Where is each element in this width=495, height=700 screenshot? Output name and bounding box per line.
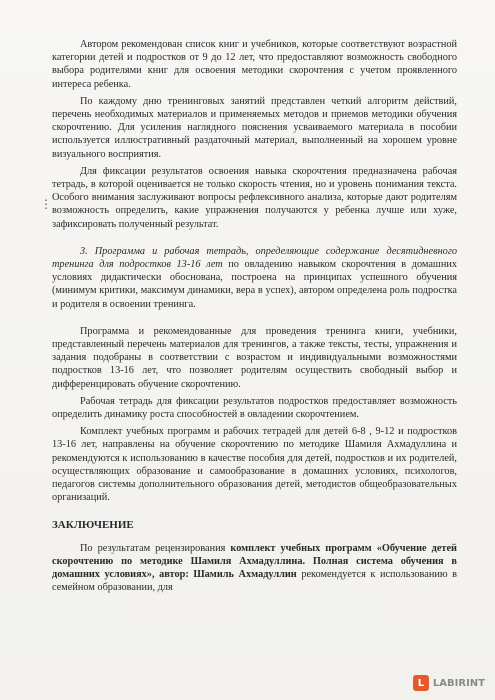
program-teens-title: 3. Программа и рабочая тетрадь, определяющие содержание десятидневного тренинга для подростков 13-16 лет <box>52 245 457 271</box>
paragraph-workbook: Для фиксации результатов освоения навыка скорочтения предназначена рабочая тетрадь, в которой оценивается не только скорость чтения, но и уровень понимания текста. Особого внимания заслуживают вопросы рефлексивного анализа, которые дают родителям возможность определить, какие упражнения получаются у ребенка лучше или хуже, зафиксировать полученный результат. <box>52 165 457 230</box>
watermark-text: LABIRINT <box>432 677 485 689</box>
conclusion-heading: ЗАКЛЮЧЕНИЕ <box>52 518 134 531</box>
paragraph-conclusion <box>52 542 457 595</box>
margin-mark: ⋮ <box>40 197 52 211</box>
document-body <box>52 38 457 599</box>
conclusion-end: рекомендуется к использованию в семейном образовании, для <box>52 569 457 594</box>
conclusion-start: По результатам рецензирования <box>80 542 231 554</box>
logo-letter: L <box>417 677 425 689</box>
paragraph-book-list: Автором рекомендован список книг и учебников, которые соответствуют возрастной категории детей и подростков от 9 до 12 лет, что предоставляют возможность свободного выбора родителями книг для освоения методики скорочтения с учетом проявленного интереса ребенка. <box>52 39 457 90</box>
labirint-logo-icon <box>413 675 429 691</box>
conclusion-bold: комплект учебных программ «Обучение детей скорочтению по методике Шамиля Ахмадуллина. Полная система обучения в домашних условиях», автор: Шамиль Ахмадуллин <box>52 542 457 581</box>
paragraph-program-materials: Программа и рекомендованные для проведения тренинга книги, учебники, представленный перечень материалов для тренингов, а также тексты, тесты, упражнения и задания подобраны в соответствии с возрастом и индивидуальными возможностями подростков 13-16 лет, что позволяет родителям осуществить свободный выбор и дифференцировать обучение скорочтению. <box>52 325 457 390</box>
labirint-watermark <box>413 674 485 692</box>
paragraph-training-algorithm: По каждому дню тренинговых занятий представлен четкий алгоритм действий, перечень необходимых материалов и применяемых методов и приемов методики обучения скорочтению. Для усиления наглядного пояснения усваиваемого материала в пособии используется иллюстративный раздаточный материал, выполненный на хорошем уровне визуального восприятия. <box>52 95 457 160</box>
paragraph-complex: Комплект учебных программ и рабочих тетрадей для детей 6-8 , 9-12 и подростков 13-16 лет, направлены на обучение скорочтению по методике Шамиля Ахмадуллина и рекомендуются к использованию в качестве пособия для детей, подростков и их родителей, осуществляющих образование и самообразование в домашних условиях, психологов, педагогов системы дополнительного образования детей, методистов общеобразовательных организаций. <box>52 426 457 504</box>
paragraph-program-teens <box>52 245 457 311</box>
program-teens-text: по овладению навыком скорочтения в домашних условиях дидактически обоснована, построена на принципах успешного обучения (минимум критики, максимум динамики, вера в успех), автором определена роль подростка и родителя в освоении тренинга. <box>52 259 458 310</box>
paragraph-workbook-teens: Рабочая тетрадь для фиксации результатов подростков предоставляет возможность определить динамику роста способностей в овладении скорочтением. <box>52 395 457 421</box>
